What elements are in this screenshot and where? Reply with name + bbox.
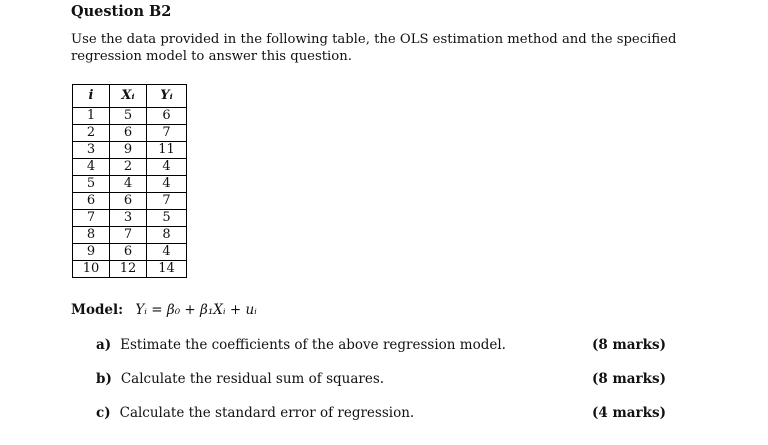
- part-letter: c): [96, 405, 111, 421]
- model-equation: Yᵢ = β₀ + β₁Xᵢ + uᵢ: [135, 302, 257, 318]
- cell-x: 7: [110, 227, 147, 244]
- header-x: Xᵢ: [110, 85, 147, 108]
- part-marks: (4 marks): [592, 405, 666, 421]
- table-row: [73, 261, 187, 278]
- table-row: [73, 210, 187, 227]
- part-marks: (8 marks): [592, 371, 666, 387]
- table-row: [73, 227, 187, 244]
- part-b-content: [96, 371, 384, 387]
- cell-i: 9: [73, 244, 110, 261]
- table-row: [73, 193, 187, 210]
- cell-y: 8: [147, 227, 187, 244]
- cell-i: 2: [73, 125, 110, 142]
- cell-y: 7: [147, 193, 187, 210]
- cell-i: 4: [73, 159, 110, 176]
- cell-i: 7: [73, 210, 110, 227]
- cell-y: 14: [147, 261, 187, 278]
- cell-x: 5: [110, 108, 147, 125]
- part-marks: (8 marks): [592, 337, 666, 353]
- part-c-content: [96, 405, 414, 421]
- cell-x: 9: [110, 142, 147, 159]
- data-table: [72, 84, 187, 278]
- cell-i: 8: [73, 227, 110, 244]
- header-i: i: [73, 85, 110, 108]
- part-text: Calculate the standard error of regression.: [119, 405, 415, 421]
- cell-x: 6: [110, 244, 147, 261]
- table-header-row: [73, 85, 187, 108]
- question-intro: Use the data provided in the following table, the OLS estimation method and the specified regression model to answer this question.: [71, 32, 677, 64]
- part-a: [96, 337, 666, 353]
- part-a-content: [96, 337, 506, 353]
- cell-i: 1: [73, 108, 110, 125]
- model-label: Model:: [71, 302, 124, 318]
- part-text: Estimate the coefficients of the above regression model.: [120, 337, 506, 353]
- cell-i: 6: [73, 193, 110, 210]
- model-line: [71, 302, 257, 318]
- cell-x: 3: [110, 210, 147, 227]
- part-b: [96, 371, 666, 387]
- cell-y: 7: [147, 125, 187, 142]
- cell-y: 11: [147, 142, 187, 159]
- cell-x: 6: [110, 125, 147, 142]
- cell-x: 2: [110, 159, 147, 176]
- part-c: [96, 405, 666, 421]
- cell-i: 10: [73, 261, 110, 278]
- table-row: [73, 244, 187, 261]
- table-row: [73, 159, 187, 176]
- cell-y: 4: [147, 244, 187, 261]
- table-row: [73, 142, 187, 159]
- part-text: Calculate the residual sum of squares.: [120, 371, 385, 387]
- cell-y: 6: [147, 108, 187, 125]
- header-y: Yᵢ: [147, 85, 187, 108]
- cell-y: 4: [147, 159, 187, 176]
- cell-y: 5: [147, 210, 187, 227]
- cell-y: 4: [147, 176, 187, 193]
- question-title: Question B2: [71, 3, 172, 20]
- table-row: [73, 176, 187, 193]
- part-letter: b): [96, 371, 112, 387]
- cell-x: 4: [110, 176, 147, 193]
- cell-x: 12: [110, 261, 147, 278]
- table-row: [73, 125, 187, 142]
- table-row: [73, 108, 187, 125]
- cell-i: 3: [73, 142, 110, 159]
- cell-i: 5: [73, 176, 110, 193]
- cell-x: 6: [110, 193, 147, 210]
- part-letter: a): [96, 337, 112, 353]
